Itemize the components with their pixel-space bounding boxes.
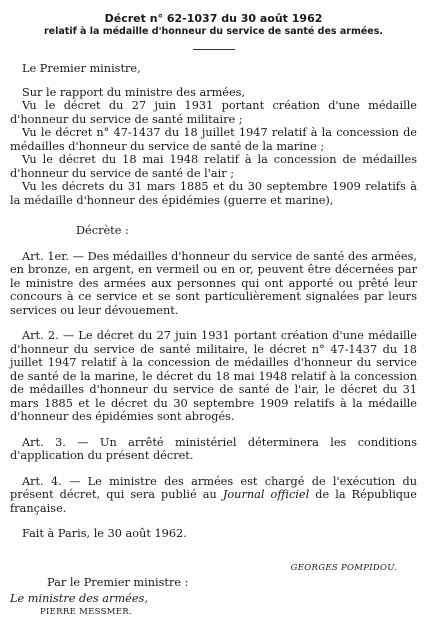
by-line: Par le Premier ministre : — [47, 576, 189, 589]
article-3-text: — Un arrêté ministériel déterminera les conditions d'application du présent décret. — [10, 435, 417, 462]
article-1-text: — Des médailles d'honneur du service de santé des armées, en bronze, en argent, en vermeil ou en or, peuvent être décernées par le ministre des armées aux personnes qui ont apporté ou prêté leur concours à ce service et se sont particulièrement signalées par leurs services ou leur dévouement. — [10, 249, 417, 317]
article-4 — [10, 475, 417, 516]
article-4-paragraph — [10, 475, 417, 516]
title-divider — [193, 49, 235, 50]
article-4-text-after: de la République française. — [10, 488, 417, 515]
preamble-author: Le Premier ministre, — [22, 62, 141, 75]
decree-title-text: Décret n° 62-1037 du 30 août 1962 — [104, 12, 323, 25]
article-1 — [10, 250, 417, 318]
visa-decret-1947: Vu le décret n° 47-1437 du 18 juillet 1947 relatif à la concession de médailles d'honneur du service de santé de la marine ; — [10, 126, 417, 153]
article-3 — [10, 436, 417, 463]
minister-name: PIERRE MESSMER. — [40, 607, 132, 617]
article-2-text: — Le décret du 27 juin 1931 portant création d'une médaille d'honneur du service de santé militaire, le décret n° 47-1437 du 18 juillet 1947 relatif à la concession de médailles d'honneur du service de santé de la marine, le décret du 18 mai 1948 relatif à la concession de médailles d'honneur du service de santé de l'air, le décret du 31 mars 1885 et le décret du 30 septembre 1909 relatifs à la médaille d'honneur des épidémies sont abrogés. — [10, 329, 417, 423]
article-1-label: Art. 1er. — [22, 249, 69, 263]
article-4-text-before: — Le ministre des armées est chargé de l'exécution du présent décret, qui sera publié au — [10, 474, 418, 501]
article-2-label: Art. 2. — [22, 329, 59, 342]
visa-decret-1948: Vu le décret du 18 mai 1948 relatif à la concession de médailles d'honneur du service de santé de l'air ; — [10, 153, 417, 180]
article-3-paragraph — [10, 436, 417, 463]
article-2-paragraph — [10, 329, 417, 424]
place-date: Fait à Paris, le 30 août 1962. — [22, 527, 187, 540]
visa-rapport: Sur le rapport du ministre des armées, — [22, 85, 246, 99]
decree-subtitle: relatif à la médaille d'honneur du service de santé des armées. — [43, 26, 384, 37]
decree-title — [10, 12, 417, 26]
article-2 — [10, 329, 417, 424]
decrete-heading: Décrète : — [76, 224, 129, 237]
minister-title: Le ministre des armées, — [10, 592, 148, 605]
article-3-label: Art. 3. — [22, 435, 66, 449]
article-4-journal-officiel: Journal officiel — [222, 488, 310, 501]
signatory-name: GEORGES POMPIDOU. — [290, 563, 397, 573]
visa-decrets-1885-1909: Vu les décrets du 31 mars 1885 et du 30 septembre 1909 relatifs à la médaille d'honneur des épidémies (guerre et marine), — [10, 180, 417, 207]
signature-block — [10, 527, 417, 541]
visa-decret-1931: Vu le décret du 27 juin 1931 portant création d'une médaille d'honneur du service de santé militaire ; — [10, 99, 417, 126]
article-1-paragraph — [10, 250, 417, 318]
article-4-label: Art. 4. — [22, 474, 62, 488]
